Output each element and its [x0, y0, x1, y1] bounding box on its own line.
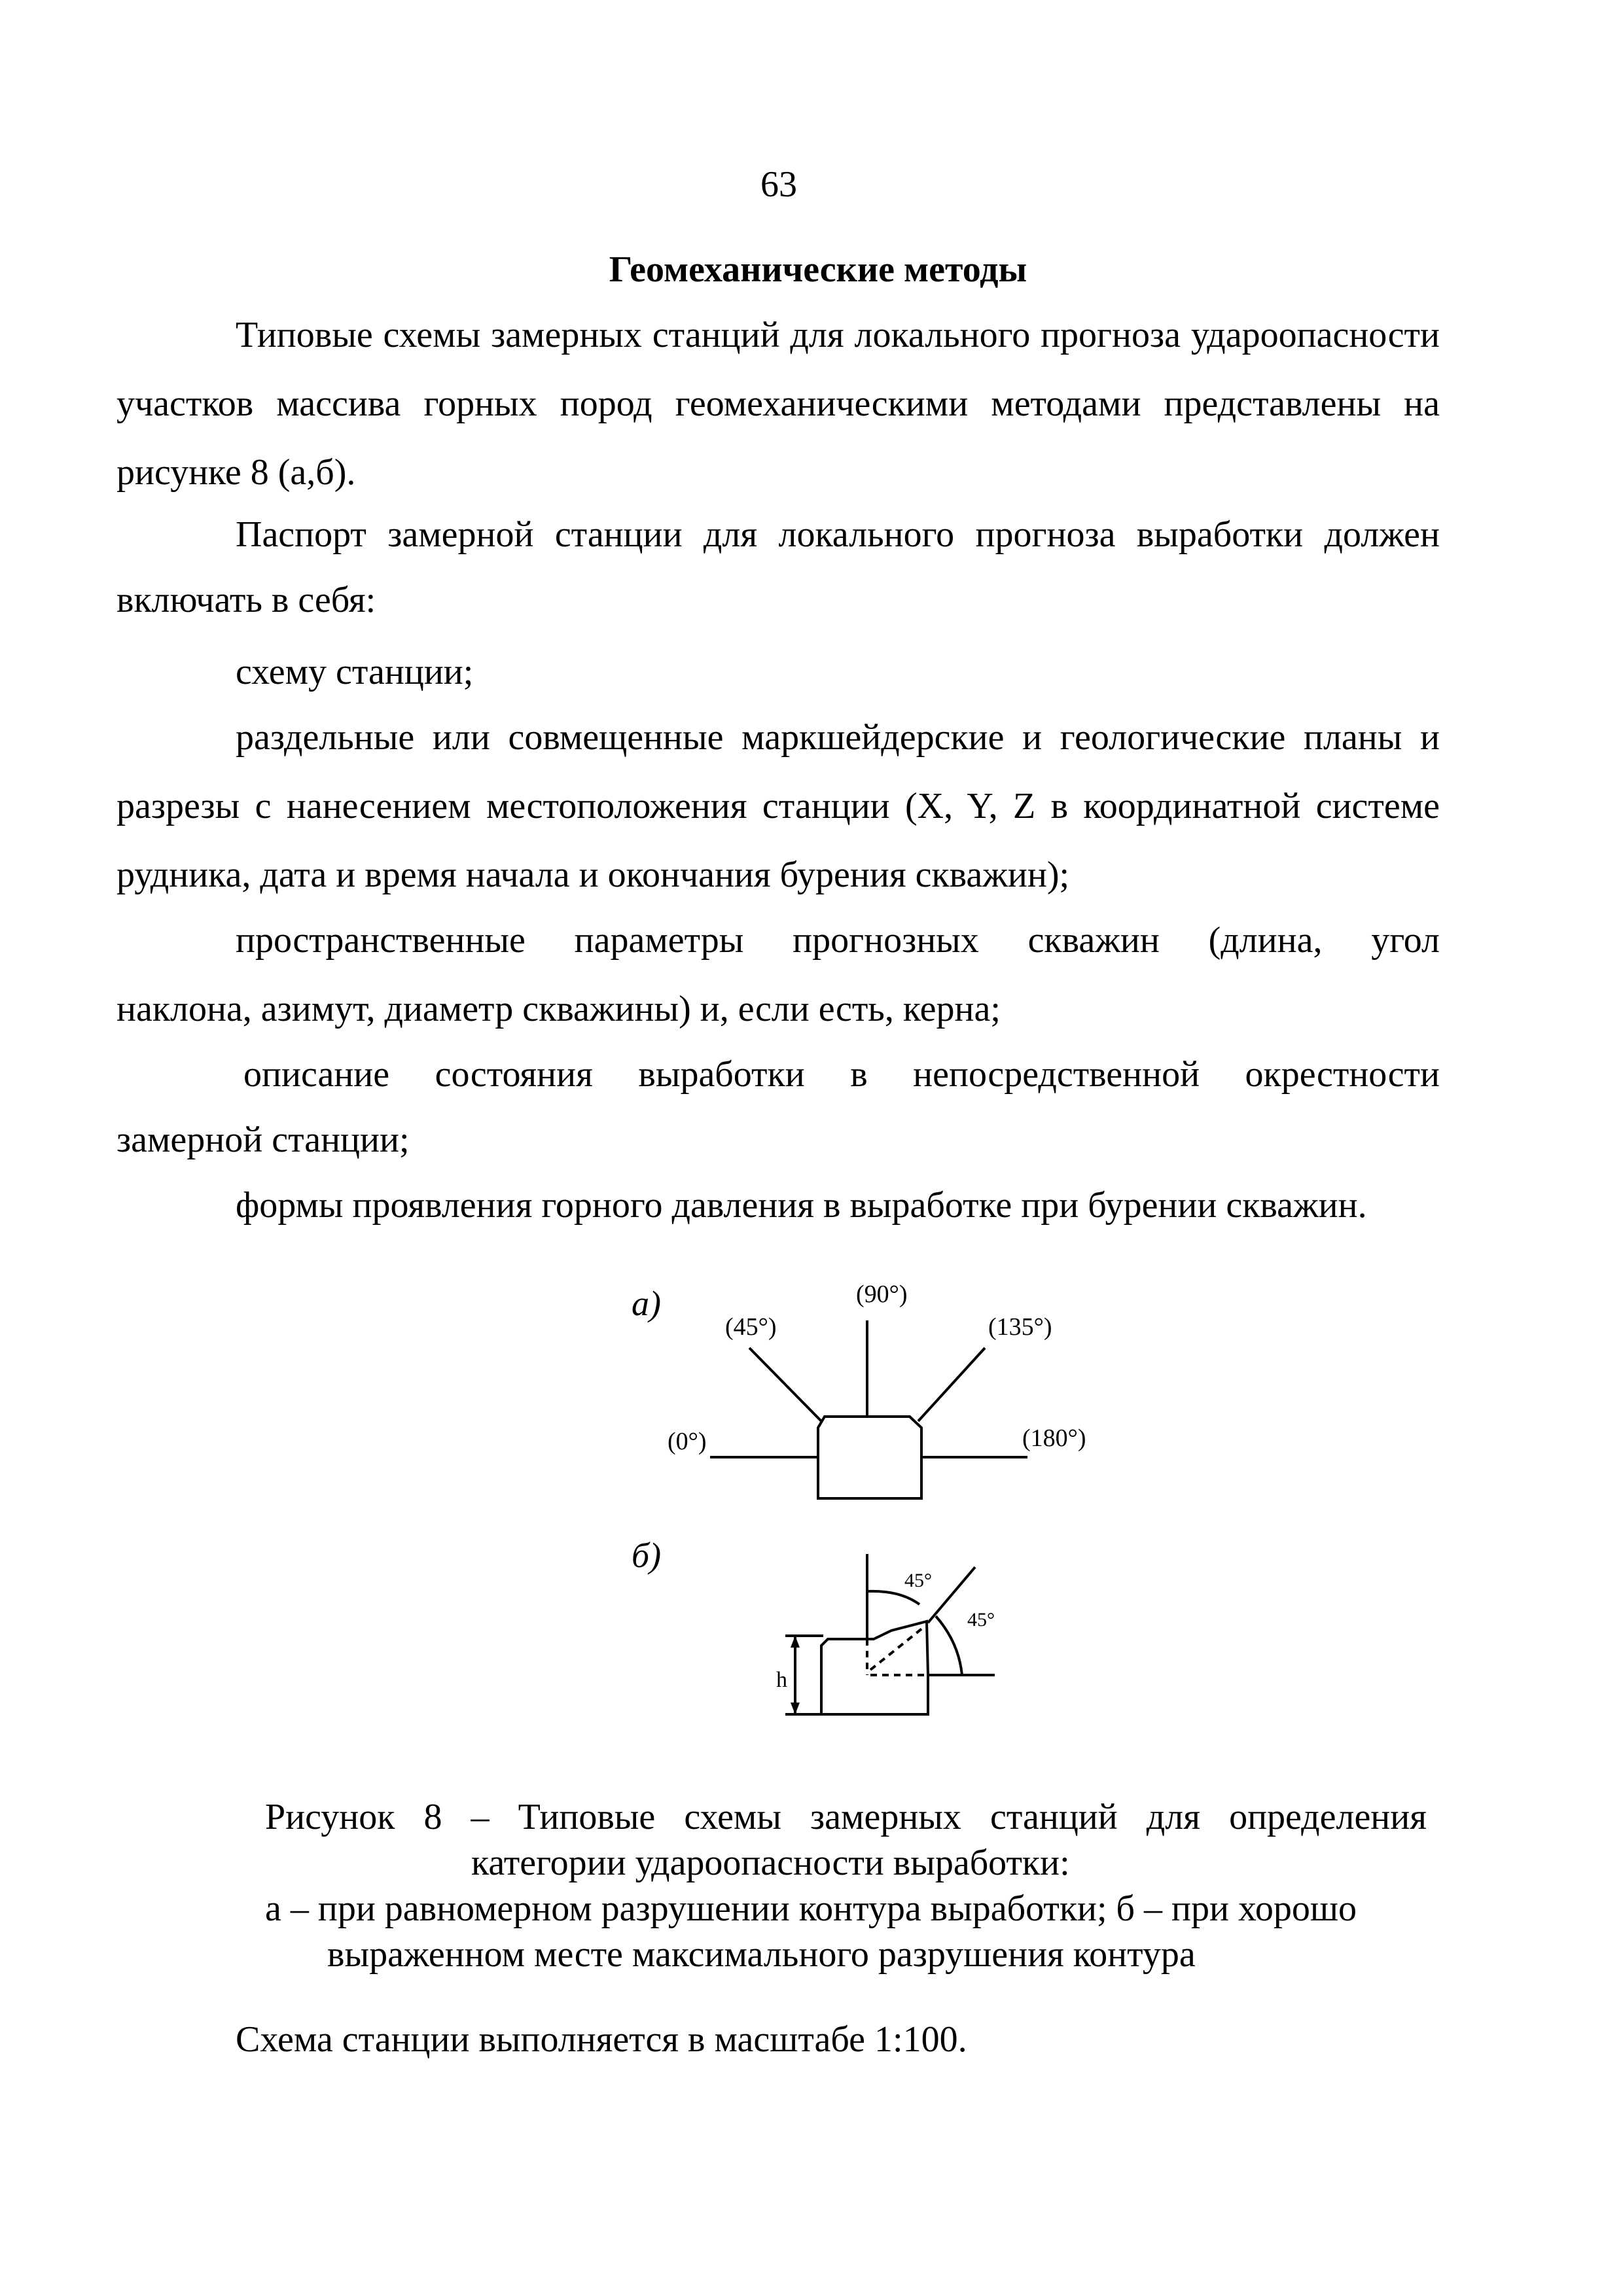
list-item-3-line-1: пространственные параметры прогнозных скважин (длина, угол: [236, 920, 1440, 961]
caption-line-2: категории удароопасности выработки:: [471, 1843, 1070, 1883]
height-arrow-bottom: [791, 1703, 800, 1714]
list-item-4-line-2: замерной станции;: [116, 1120, 410, 1160]
figure-a: [710, 1320, 1027, 1498]
figure-label-b: б): [632, 1536, 662, 1575]
caption-line-4: выраженном месте максимального разрушения контура: [327, 1934, 1196, 1975]
caption-line-1: Рисунок 8 – Типовые схемы замерных станций для определения: [265, 1797, 1427, 1837]
caption-line-3: а – при равномерном разрушении контура выработки; б – при хорошо: [265, 1888, 1357, 1929]
list-item-2-line-3: рудника, дата и время начала и окончания бурения скважин);: [116, 855, 1070, 895]
list-item-2-line-1: раздельные или совмещенные маркшейдерские и геологические планы и: [236, 717, 1440, 758]
angle-label-45: (45°): [725, 1313, 777, 1341]
height-arrow-top: [791, 1636, 800, 1648]
angle-label-180: (180°): [1022, 1424, 1086, 1452]
angle-arc-lower: [936, 1616, 962, 1675]
paragraph-1-line-3: рисунке 8 (а,б).: [116, 452, 356, 493]
borehole-45-line: [749, 1348, 821, 1421]
paragraph-1-line-1: Типовые схемы замерных станций для локального прогноза удароопасности: [236, 315, 1440, 355]
list-item-5: формы проявления горного давления в выработке при бурении скважин.: [236, 1185, 1367, 1226]
borehole-135-line: [918, 1348, 985, 1421]
angle-label-0: (0°): [668, 1428, 707, 1455]
list-item-3-line-2: наклона, азимут, диаметр скважины) и, если есть, керна;: [116, 989, 1001, 1029]
section-heading: Геомеханические методы: [609, 249, 1027, 290]
angle-label-b2: 45°: [967, 1609, 995, 1631]
angle-arc-upper: [867, 1591, 919, 1604]
excavation-contour-a: [818, 1417, 921, 1498]
angle-label-90: (90°): [856, 1280, 908, 1308]
paragraph-1-line-2: участков массива горных пород геомеханическими методами представлены на: [116, 383, 1440, 424]
closing-sentence: Схема станции выполняется в масштабе 1:100.: [236, 2019, 967, 2060]
figure-b: [785, 1554, 995, 1714]
height-label: h: [776, 1668, 787, 1692]
list-item-1: схему станции;: [236, 652, 474, 692]
paragraph-2-line-1: Паспорт замерной станции для локального прогноза выработки должен: [236, 514, 1440, 555]
dashed-diagonal: [870, 1628, 923, 1670]
list-item-4-line-1: описание состояния выработки в непосредственной окрестности: [243, 1054, 1440, 1095]
figure-label-a: а): [632, 1284, 661, 1323]
list-item-2-line-2: разрезы с нанесением местоположения станции (X, Y, Z в координатной системе: [116, 786, 1440, 826]
paragraph-2-line-2: включать в себя:: [116, 580, 376, 620]
angle-label-b1: 45°: [904, 1570, 932, 1591]
angle-label-135: (135°): [988, 1313, 1052, 1341]
page-number: 63: [760, 164, 797, 205]
